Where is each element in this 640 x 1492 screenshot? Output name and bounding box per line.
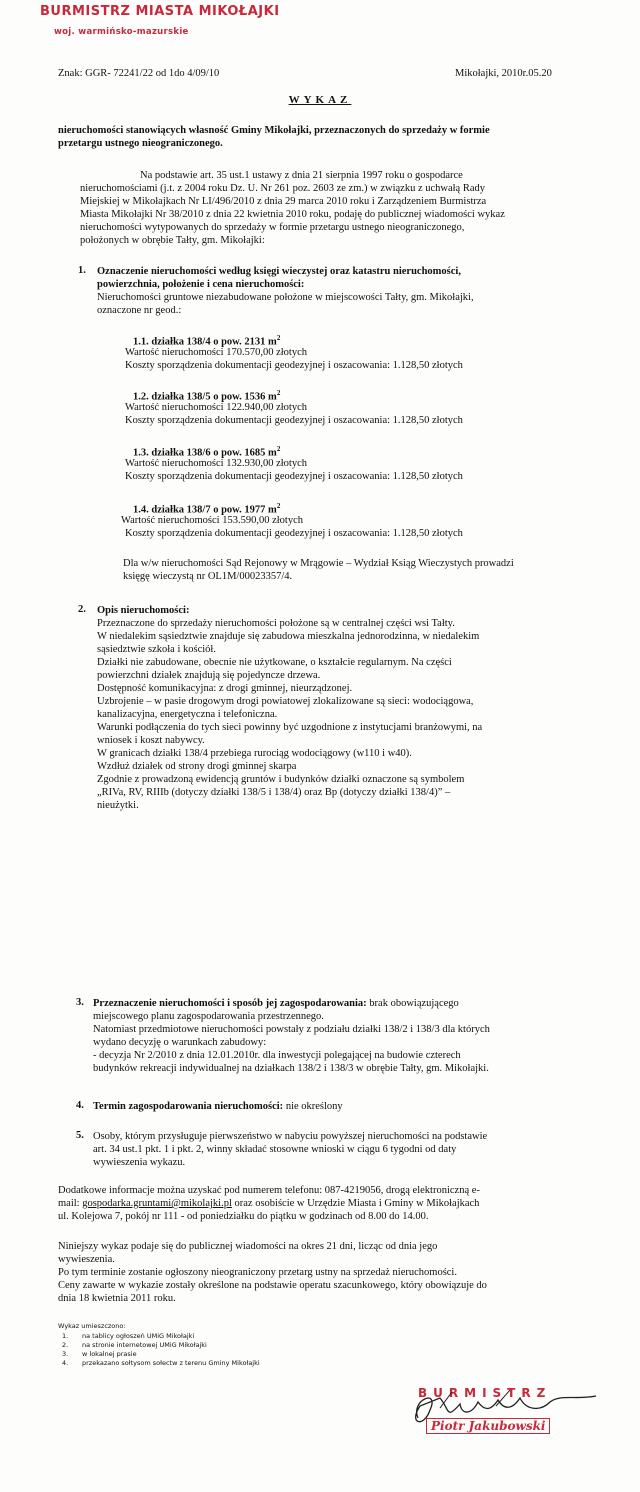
section-heading: Opis nieruchomości: bbox=[97, 605, 190, 616]
section-heading: powierzchnia, położenie i cena nieruchomości: bbox=[97, 279, 305, 290]
section-number: 5. bbox=[76, 1130, 84, 1141]
plot-cost: Koszty sporządzenia dokumentacji geodezyjnej i oszacowania: 1.128,50 złotych bbox=[125, 528, 463, 539]
plot-heading: 1.4. działka 138/7 o pow. 1977 $m^2$ bbox=[133, 502, 281, 516]
intro-line: Miasta Mikołajki Nr 38/2010 z dnia 22 kwietnia 2010 roku, podaję do publicznej wiadomości wykaz bbox=[80, 209, 505, 220]
mayor-stamp-region: woj. warmińsko-mazurskie bbox=[54, 27, 189, 37]
plot-value: Wartość nieruchomości 132.930,00 złotych bbox=[125, 458, 307, 469]
zoning-line: miejscowego planu zagospodarowania przestrzennego. bbox=[93, 1011, 324, 1022]
plot-cost: Koszty sporządzenia dokumentacji geodezyjnej i oszacowania: 1.128,50 złotych bbox=[125, 471, 463, 482]
priority-line: wywieszenia wykazu. bbox=[93, 1157, 186, 1168]
description-line: powierzchni działek znajdują się pojedyncze drzewa. bbox=[97, 670, 321, 681]
section-number: 2. bbox=[78, 604, 86, 615]
subtitle-line-2: przetargu ustnego nieograniczonego. bbox=[58, 138, 223, 149]
description-line: Dostępność komunikacyjna: z drogi gminnej, nieurządzonej. bbox=[97, 683, 353, 694]
zoning-line: Natomiast przedmiotowe nieruchomości powstały z podziału działki 138/2 i 138/3 dla których bbox=[93, 1024, 490, 1035]
posted-list bbox=[62, 1332, 260, 1368]
section-text: oznaczone nr geod.: bbox=[97, 305, 182, 316]
description-line: W niedalekim sąsiedztwie znajduje się zabudowa mieszkalna jednorodzinna, w niedalekim bbox=[97, 631, 480, 642]
posted-item: 3. w lokalnej prasie bbox=[62, 1350, 137, 1358]
plot-cost: Koszty sporządzenia dokumentacji geodezyjnej i oszacowania: 1.128,50 złotych bbox=[125, 415, 463, 426]
zoning-line: - decyzja Nr 2/2010 z dnia 12.01.2010r. dla inwestycji polegającej na budowie czterech bbox=[93, 1050, 461, 1061]
priority-lines bbox=[93, 1130, 487, 1169]
intro-line: Na podstawie art. 35 ust.1 ustawy z dnia 21 sierpnia 1997 roku o gospodarce bbox=[140, 170, 463, 181]
closing-line: Po tym terminie zostanie ogłoszony nieograniczony przetarg ustny na sprzedaż nieruchomości. bbox=[58, 1267, 457, 1278]
plot-value: Wartość nieruchomości 122.940,00 złotych bbox=[125, 402, 307, 413]
plot-cost: Koszty sporządzenia dokumentacji geodezyjnej i oszacowania: 1.128,50 złotych bbox=[125, 360, 463, 371]
plot-heading: 1.3. działka 138/6 o pow. 1685 $m^2$ bbox=[133, 445, 281, 459]
description-line: wniosek i koszt nabywcy. bbox=[97, 735, 205, 746]
signature-stamp-name: Piotr Jakubowski bbox=[426, 1418, 550, 1434]
plot-heading: 1.2. działka 138/5 o pow. 1536 $m^2$ bbox=[133, 389, 281, 403]
description-line: W granicach działki 138/4 przebiega rurociąg wodociągowy (w110 i w40). bbox=[97, 748, 412, 759]
closing-line: Niniejszy wykaz podaje się do publicznej wiadomości na okres 21 dni, licząc od dnia jego bbox=[58, 1241, 438, 1252]
info-line: mail: gospodarka.gruntami@mikolajki.pl oraz osobiście w Urzędzie Miasta i Gminy w Mikołajkach bbox=[58, 1198, 480, 1209]
intro-line: nieruchomościami (j.t. z 2004 roku Dz. U. Nr 261 poz. 2603 ze zm.) w związku z uchwałą Rady bbox=[80, 183, 486, 194]
description-line: Wzdłuż działek od strony drogi gminnej skarpa bbox=[97, 761, 297, 772]
section-text: Nieruchomości gruntowe niezabudowane położone w miejscowości Tałty, gm. Mikołajki, bbox=[97, 292, 474, 303]
intro-line: Miejskiej w Mikołajkach Nr LI/496/2010 z dnia 29 marca 2010 roku i Zarządzeniem Burmistrza bbox=[80, 196, 487, 207]
section-heading-line: Termin zagospodarowania nieruchomości: nie określony bbox=[93, 1101, 343, 1112]
description-line: nieużytki. bbox=[97, 800, 139, 811]
description-line: Zgodnie z prowadzoną ewidencją gruntów i budynków działki oznaczone są symbolem bbox=[97, 774, 465, 785]
subtitle-line-1: nieruchomości stanowiących własność Gminy Mikołajki, przeznaczonych do sprzedaży w formie bbox=[58, 125, 490, 136]
priority-line: Osoby, którym przysługuje pierwszeństwo w nabyciu powyższej nieruchomości na podstawie bbox=[93, 1131, 488, 1142]
description-line: kanalizacyjna, energetyczna i telefoniczna. bbox=[97, 709, 278, 720]
email-link[interactable]: gospodarka.gruntami@mikolajki.pl bbox=[82, 1198, 232, 1209]
closing-line: Ceny zawarte w wykazie zostały określone na podstawie operatu szacunkowego, który obowiązuje do bbox=[58, 1280, 487, 1291]
posted-item: 4. przekazano sołtysom sołectw z terenu Gminy Mikołajki bbox=[62, 1359, 260, 1367]
closing-line: dnia 18 kwietnia 2011 roku. bbox=[58, 1293, 176, 1304]
intro-line: nieruchomości wytypowanych do sprzedaży w formie przetargu ustnego nieograniczonego, bbox=[80, 222, 465, 233]
land-registry-text: księgę wieczystą nr OL1M/00023357/4. bbox=[123, 571, 293, 582]
posted-heading: Wykaz umieszczono: bbox=[58, 1322, 126, 1330]
section-number: 3. bbox=[76, 997, 84, 1008]
zoning-lines bbox=[93, 1010, 490, 1075]
mayor-stamp-title: BURMISTRZ MIASTA MIKOŁAJKI bbox=[40, 4, 280, 19]
place-date: Mikołajki, 2010r.05.20 bbox=[455, 68, 552, 79]
priority-line: art. 34 ust.1 pkt. 1 i pkt. 2, winny składać stosowne wnioski w ciągu 6 tygodni od daty bbox=[93, 1144, 457, 1155]
section-number: 4. bbox=[76, 1100, 84, 1111]
description-lines bbox=[97, 617, 482, 812]
description-line: Warunki podłączenia do tych sieci powinny być uzgodnione z instytucjami branżowymi, na bbox=[97, 722, 483, 733]
closing-line: wywieszenia. bbox=[58, 1254, 115, 1265]
plot-value: Wartość nieruchomości 153.590,00 złotych bbox=[121, 515, 303, 526]
land-registry-text: Dla w/w nieruchomości Sąd Rejonowy w Mrągowie – Wydział Ksiąg Wieczystych prowadzi bbox=[123, 558, 514, 569]
info-line: ul. Kolejowa 7, pokój nr 111 - od poniedziałku do piątku w godzinach od 8.00 do 14.00. bbox=[58, 1211, 429, 1222]
section-heading: Oznaczenie nieruchomości według księgi wieczystej oraz katastru nieruchomości, bbox=[97, 266, 461, 277]
posted-item: 2. na stronie internetowej UMiG Mikołajki bbox=[62, 1341, 207, 1349]
plot-heading: 1.1. działka 138/4 o pow. 2131 $m^2$ bbox=[133, 334, 281, 348]
zoning-line: budynków rekreacji indywidualnej na działkach 138/2 i 138/3 w obrębie Tałty, gm. Mikołajki. bbox=[93, 1063, 489, 1074]
reference-number: Znak: GGR- 72241/22 od 1do 4/09/10 bbox=[58, 68, 220, 79]
document-title: WYKAZ bbox=[288, 94, 352, 106]
signature-stamp-title: BURMISTRZ bbox=[418, 1386, 552, 1400]
description-line: Uzbrojenie – w pasie drogowym drogi powiatowej zlokalizowane są sieci: wodociągowa, bbox=[97, 696, 474, 707]
description-line: „RIVa, RV, RIIIb (dotyczy działki 138/5 i 138/4) oraz Bp (dotyczy działki 138/4)” – bbox=[97, 787, 451, 798]
description-line: sąsiedztwie szkoła i kościół. bbox=[97, 644, 216, 655]
plot-value: Wartość nieruchomości 170.570,00 złotych bbox=[125, 347, 307, 358]
description-line: Przeznaczone do sprzedaży nieruchomości położone są w centralnej części wsi Tałty. bbox=[97, 618, 455, 629]
section-number: 1. bbox=[78, 265, 86, 276]
section-heading-line: Przeznaczenie nieruchomości i sposób jej zagospodarowania: brak obowiązującego bbox=[93, 998, 459, 1009]
intro-line: położonych w obrębie Tałty, gm. Mikołajki: bbox=[80, 235, 265, 246]
posted-item: 1. na tablicy ogłoszeń UMiG Mikołajki bbox=[62, 1332, 195, 1340]
info-line: Dodatkowe informacje można uzyskać pod numerem telefonu: 087-4219056, drogą elektroniczną e- bbox=[58, 1185, 480, 1196]
zoning-line: wydano decyzję o warunkach zabudowy: bbox=[93, 1037, 267, 1048]
description-line: Działki nie zabudowane, obecnie nie użytkowane, o kształcie regularnym. Na części bbox=[97, 657, 452, 668]
